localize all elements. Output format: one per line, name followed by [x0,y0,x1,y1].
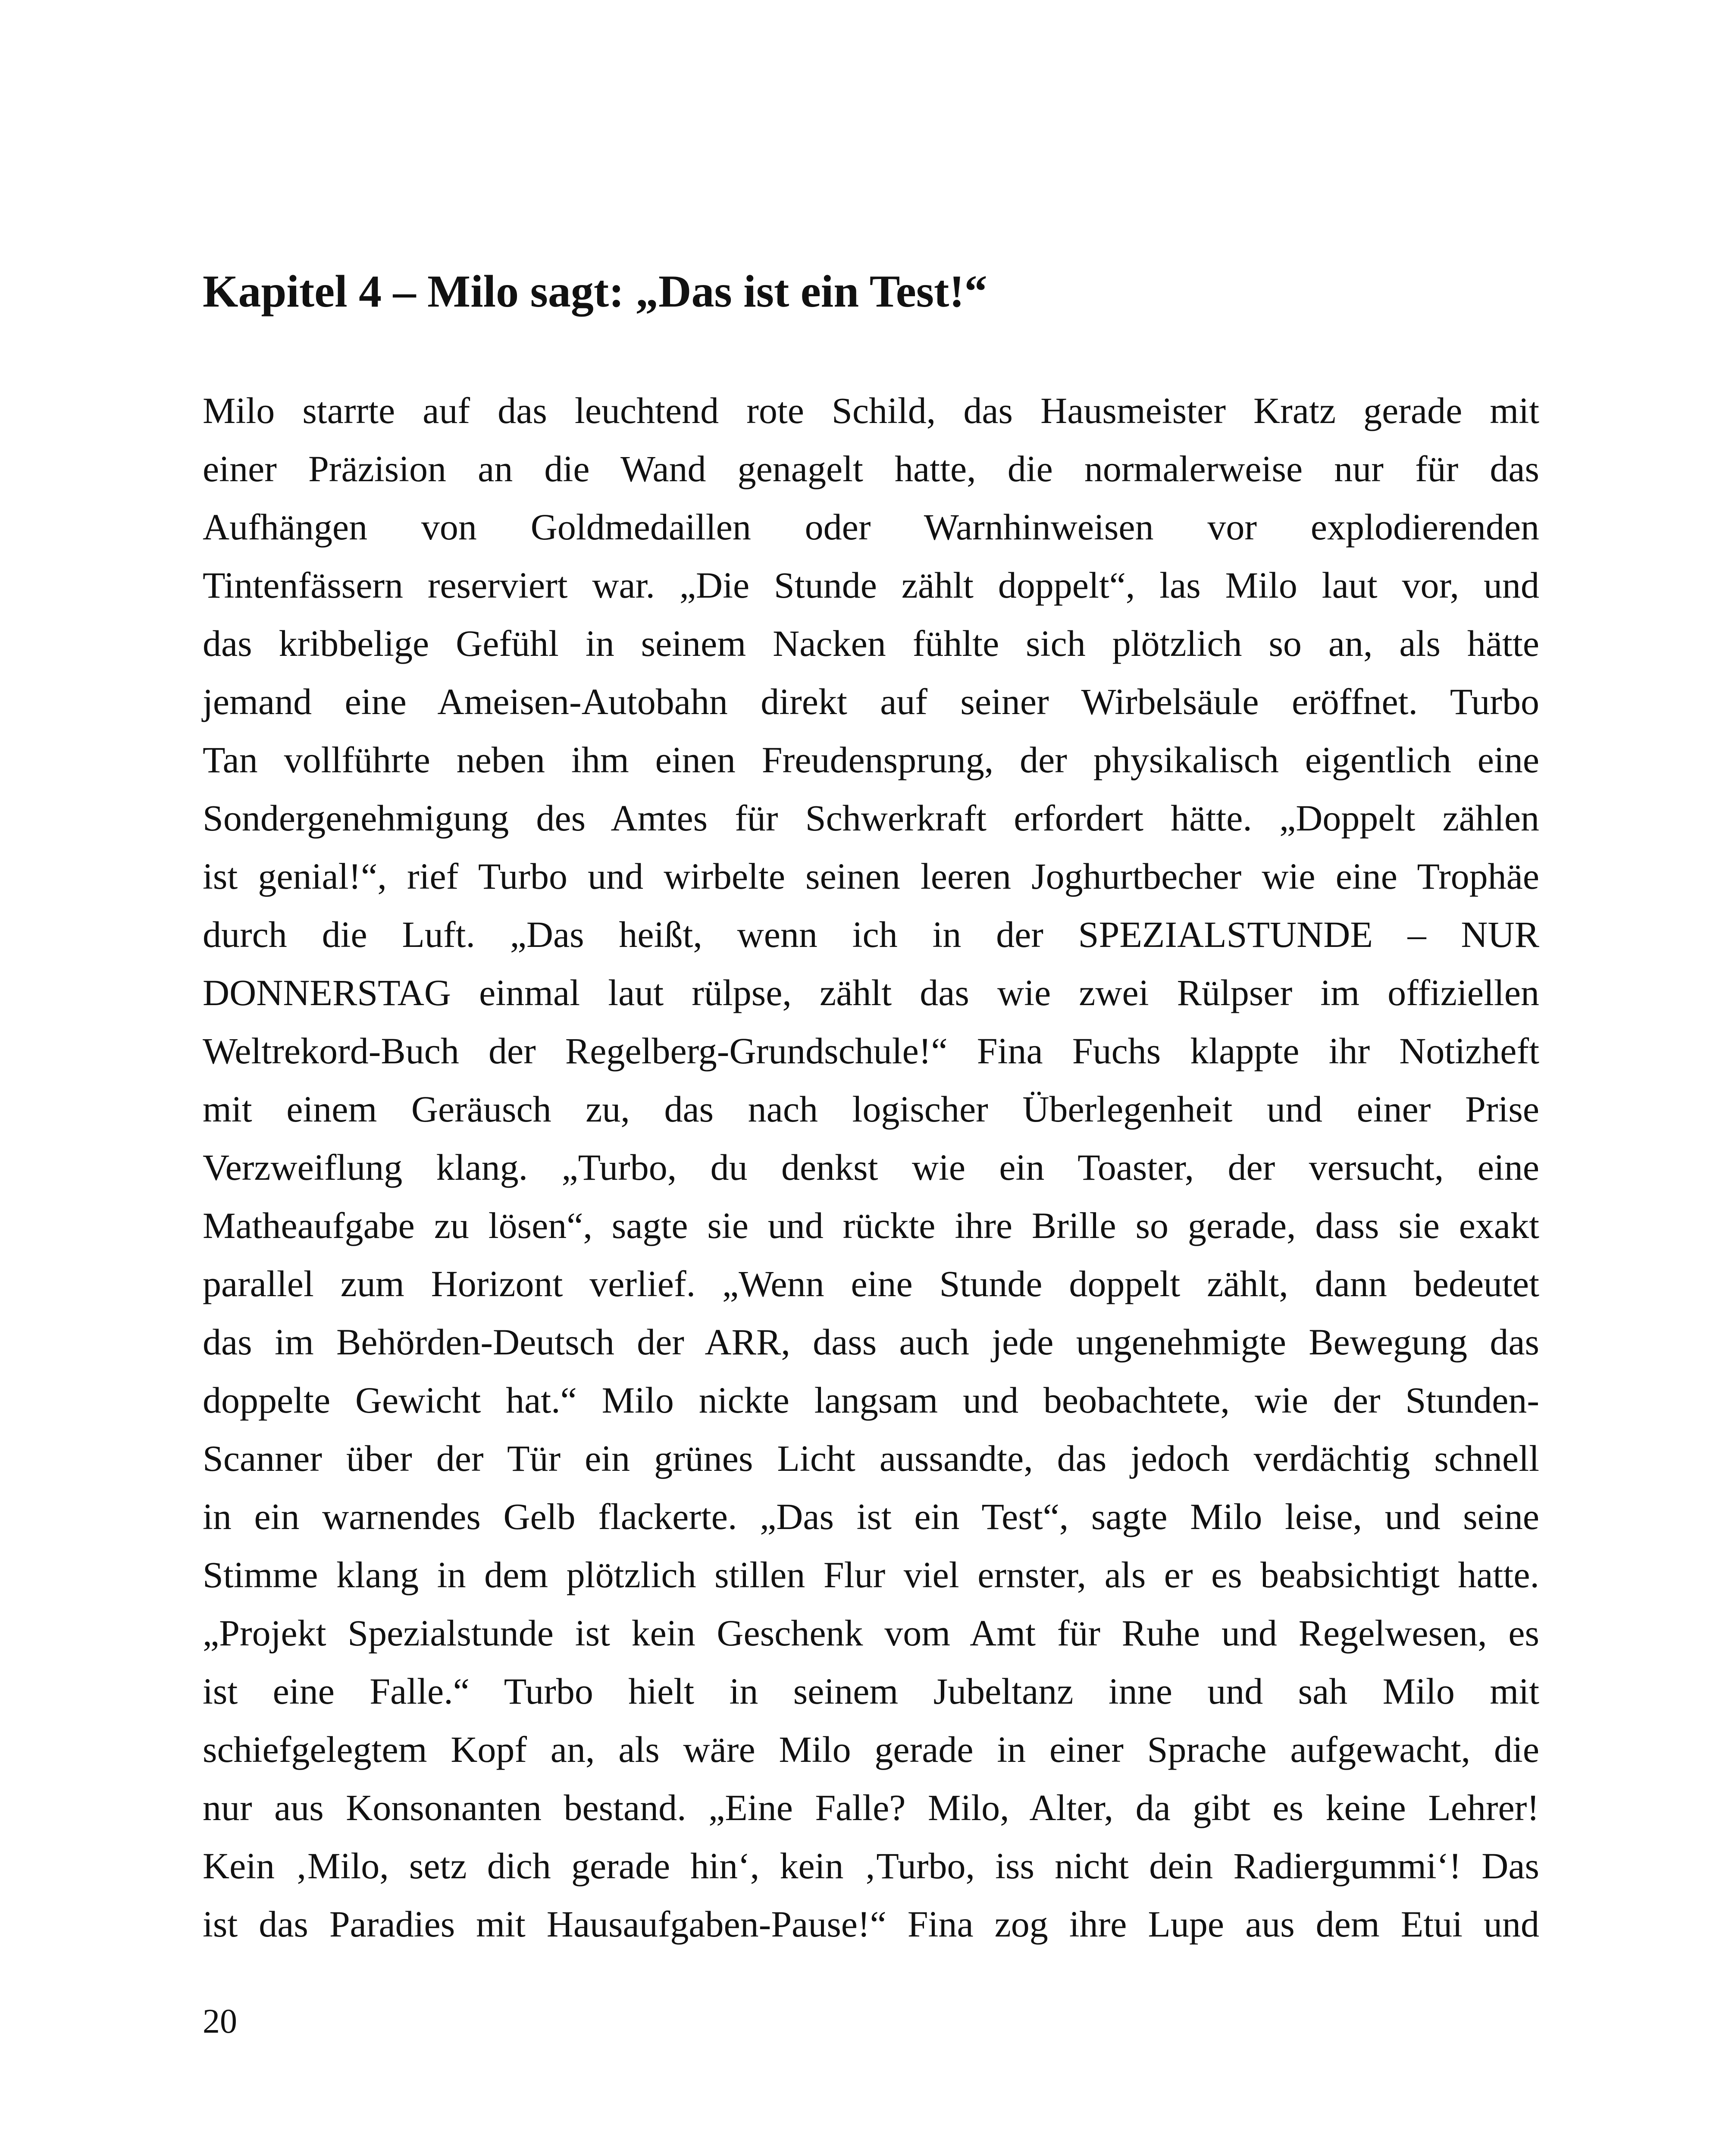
text-line: Matheaufgabe zu lösen“, sagte sie und rückte ihre Brille so gerade, dass sie exakt [203,1205,1539,1246]
text-line: schiefgelegtem Kopf an, als wäre Milo gerade in einer Sprache aufgewacht, die [203,1729,1539,1770]
page-number: 20 [203,2002,237,2040]
text-line: ist das Paradies mit Hausaufgaben-Pause!“ Fina zog ihre Lupe aus dem Etui und [203,1903,1539,1945]
text-line: nur aus Konsonanten bestand. „Eine Falle? Milo, Alter, da gibt es keine Lehrer! [203,1787,1539,1828]
text-line: das kribbelige Gefühl in seinem Nacken fühlte sich plötzlich so an, als hätte [203,623,1539,664]
text-line: das im Behörden-Deutsch der ARR, dass auch jede ungenehmigte Bewegung das [203,1321,1539,1363]
text-line: Milo starrte auf das leuchtend rote Schild, das Hausmeister Kratz gerade mit [203,390,1539,431]
text-line: einer Präzision an die Wand genagelt hatte, die normalerweise nur für das [203,448,1539,489]
text-line: Tintenfässern reserviert war. „Die Stunde zählt doppelt“, las Milo laut vor, und [203,564,1539,606]
chapter-body-text [203,382,1539,1953]
text-line: ist genial!“, rief Turbo und wirbelte seinen leeren Joghurtbecher wie eine Trophäe [203,856,1539,897]
text-line: durch die Luft. „Das heißt, wenn ich in der SPEZIALSTUNDE – NUR [203,914,1539,955]
text-line: Tan vollführte neben ihm einen Freudensprung, der physikalisch eigentlich eine [203,739,1539,780]
text-line: in ein warnendes Gelb flackerte. „Das ist ein Test“, sagte Milo leise, und seine [203,1496,1539,1537]
text-line: mit einem Geräusch zu, das nach logischer Überlegenheit und einer Prise [203,1088,1539,1130]
text-line: ist eine Falle.“ Turbo hielt in seinem Jubeltanz inne und sah Milo mit [203,1670,1539,1712]
text-line: jemand eine Ameisen-Autobahn direkt auf seiner Wirbelsäule eröffnet. Turbo [203,681,1539,722]
text-line: Stimme klang in dem plötzlich stillen Flur viel ernster, als er es beabsichtigt hatte. [203,1554,1539,1595]
text-line: DONNERSTAG einmal laut rülpse, zählt das wie zwei Rülpser im offiziellen [203,972,1539,1013]
text-line: Weltrekord-Buch der Regelberg-Grundschule!“ Fina Fuchs klappte ihr Notizheft [203,1030,1539,1072]
text-line: doppelte Gewicht hat.“ Milo nickte langsam und beobachtete, wie der Stunden- [203,1379,1539,1421]
text-line: Aufhängen von Goldmedaillen oder Warnhinweisen vor explodierenden [203,506,1539,548]
text-line: Sondergenehmigung des Amtes für Schwerkraft erfordert hätte. „Doppelt zählen [203,797,1539,839]
text-line: Scanner über der Tür ein grünes Licht aussandte, das jedoch verdächtig schnell [203,1438,1539,1479]
text-line: „Projekt Spezialstunde ist kein Geschenk vom Amt für Ruhe und Regelwesen, es [203,1612,1539,1654]
chapter-title: Kapitel 4 – Milo sagt: „Das ist ein Test!“ [203,266,987,317]
text-line: Kein ‚Milo, setz dich gerade hin‘, kein ‚Turbo, iss nicht dein Radiergummi‘! Das [203,1845,1539,1887]
text-line: parallel zum Horizont verlief. „Wenn eine Stunde doppelt zählt, dann bedeutet [203,1263,1539,1304]
text-line: Verzweiflung klang. „Turbo, du denkst wie ein Toaster, der versucht, eine [203,1147,1539,1188]
